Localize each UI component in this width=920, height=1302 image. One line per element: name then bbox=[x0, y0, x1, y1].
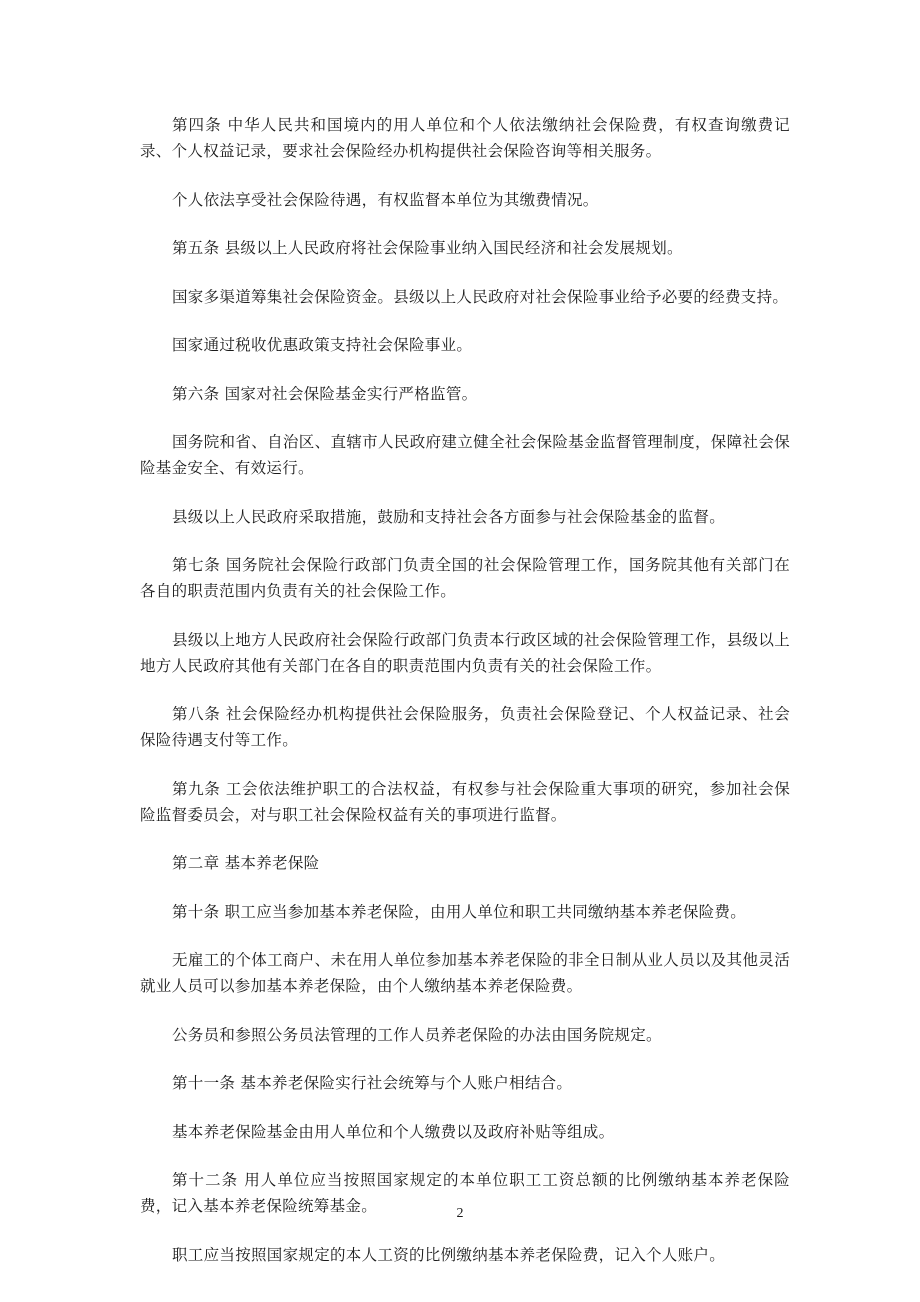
article-6-participation-paragraph: 县级以上人民政府采取措施，鼓励和支持社会各方面参与社会保险基金的监督。 bbox=[172, 507, 726, 526]
article-5-tax-paragraph: 国家通过税收优惠政策支持社会保险事业。 bbox=[172, 336, 473, 354]
article-6-paragraph: 第六条 国家对社会保险基金实行严格监管。 bbox=[172, 384, 478, 403]
article-11-fund-paragraph: 基本养老保险基金由用人单位和个人缴费以及政府补贴等组成。 bbox=[172, 1122, 615, 1141]
article-10-civil-servant-paragraph: 公务员和参照公务员法管理的工作人员养老保险的办法由国务院规定。 bbox=[172, 1025, 662, 1044]
article-7-local-paragraph: 县级以上地方人民政府社会保险行政部门负责本行政区域的社会保险管理工作，县级以上地方人民政府其他有关部门在各自的职责范围内负责有关的社会保险工作。 bbox=[140, 630, 790, 675]
article-11-paragraph: 第十一条 基本养老保险实行社会统筹与个人账户相结合。 bbox=[172, 1074, 573, 1092]
article-9-paragraph: 第九条 工会依法维护职工的合法权益，有权参与社会保险重大事项的研究，参加社会保险监督委员会，对与职工社会保险权益有关的事项进行监督。 bbox=[140, 779, 790, 824]
article-8-paragraph: 第八条 社会保险经办机构提供社会保险服务，负责社会保险登记、个人权益记录、社会保险待遇支付等工作。 bbox=[140, 705, 790, 749]
article-7-paragraph: 第七条 国务院社会保险行政部门负责全国的社会保险管理工作，国务院其他有关部门在各自的职责范围内负责有关的社会保险工作。 bbox=[140, 556, 790, 600]
article-6-system-paragraph: 国务院和省、自治区、直辖市人民政府建立健全社会保险基金监督管理制度，保障社会保险基金安全、有效运行。 bbox=[140, 433, 790, 477]
article-4-supervision-paragraph: 个人依法享受社会保险待遇，有权监督本单位为其缴费情况。 bbox=[172, 190, 599, 209]
article-4-paragraph: 第四条 中华人民共和国境内的用人单位和个人依法缴纳社会保险费，有权查询缴费记录、个人权益记录，要求社会保险经办机构提供社会保险咨询等相关服务。 bbox=[140, 116, 790, 160]
page-number: 2 bbox=[456, 1206, 464, 1221]
article-10-flexible-paragraph: 无雇工的个体工商户、未在用人单位参加基本养老保险的非全日制从业人员以及其他灵活就业人员可以参加基本养老保险，由个人缴纳基本养老保险费。 bbox=[140, 951, 790, 995]
document-body bbox=[140, 112, 790, 1290]
chapter-2-heading: 第二章 基本养老保险 bbox=[172, 854, 320, 872]
article-12-paragraph: 第十二条 用人单位应当按照国家规定的本单位职工工资总额的比例缴纳基本养老保险费，记入基本养老保险统筹基金。 bbox=[140, 1171, 790, 1215]
article-10-paragraph: 第十条 职工应当参加基本养老保险，由用人单位和职工共同缴纳基本养老保险费。 bbox=[172, 902, 747, 921]
article-5-paragraph: 第五条 县级以上人民政府将社会保险事业纳入国民经济和社会发展规划。 bbox=[172, 239, 683, 257]
article-5-funding-paragraph: 国家多渠道筹集社会保险资金。县级以上人民政府对社会保险事业给予必要的经费支持。 bbox=[172, 287, 789, 306]
article-12-employee-paragraph: 职工应当按照国家规定的本人工资的比例缴纳基本养老保险费，记入个人账户。 bbox=[172, 1245, 726, 1264]
